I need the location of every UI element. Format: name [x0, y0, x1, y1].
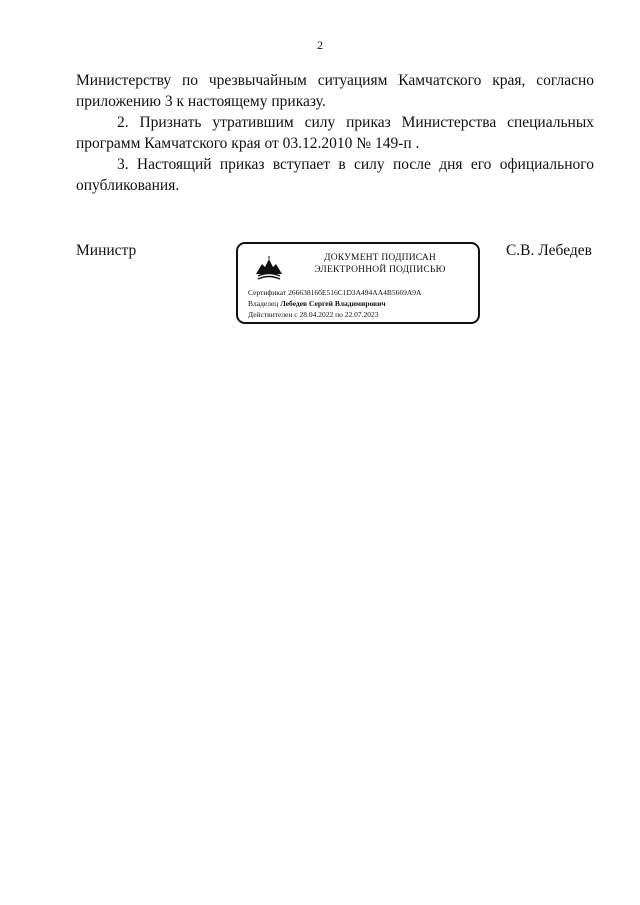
stamp-cert-label: Сертификат — [248, 288, 287, 297]
document-body — [76, 70, 594, 196]
stamp-owner — [248, 299, 386, 309]
stamp-certificate — [248, 288, 421, 298]
stamp-owner-label: Владелец — [248, 299, 279, 308]
stamp-owner-value: Лебедев Сергей Владимирович — [280, 299, 386, 308]
stamp-valid-to-label: по — [335, 310, 343, 319]
stamp-valid-from: 28.04.2022 — [299, 310, 334, 319]
paragraph-1: Министерству по чрезвычайным ситуациям Камчатского края, согласно приложению 3 к настоящему приказу. — [76, 72, 594, 110]
paragraph-2: 2. Признать утратившим силу приказ Министерства специальных программ Камчатского края от 03.12.2010 № 149-п . — [76, 114, 594, 152]
electronic-signature-stamp — [236, 242, 480, 324]
stamp-heading-line1: ДОКУМЕНТ ПОДПИСАН — [324, 253, 436, 263]
paragraph-3: 3. Настоящий приказ вступает в силу после дня его официального опубликования. — [76, 156, 594, 194]
stamp-validity — [248, 310, 379, 320]
signer-name: С.В. Лебедев — [505, 242, 592, 259]
kamchatka-emblem-icon — [254, 254, 284, 284]
stamp-cert-value: 26663816бЕ516С1D3А494АА4В5669А9А — [288, 288, 422, 297]
stamp-heading-line2: ЭЛЕКТРОННОЙ ПОДПИСЬЮ — [314, 265, 446, 275]
stamp-valid-to: 22.07.2023 — [344, 310, 379, 319]
stamp-valid-label: Действителен с — [248, 310, 298, 319]
signer-title: Министр — [76, 242, 137, 259]
stamp-heading — [290, 252, 470, 276]
page-number: 2 — [317, 38, 323, 52]
